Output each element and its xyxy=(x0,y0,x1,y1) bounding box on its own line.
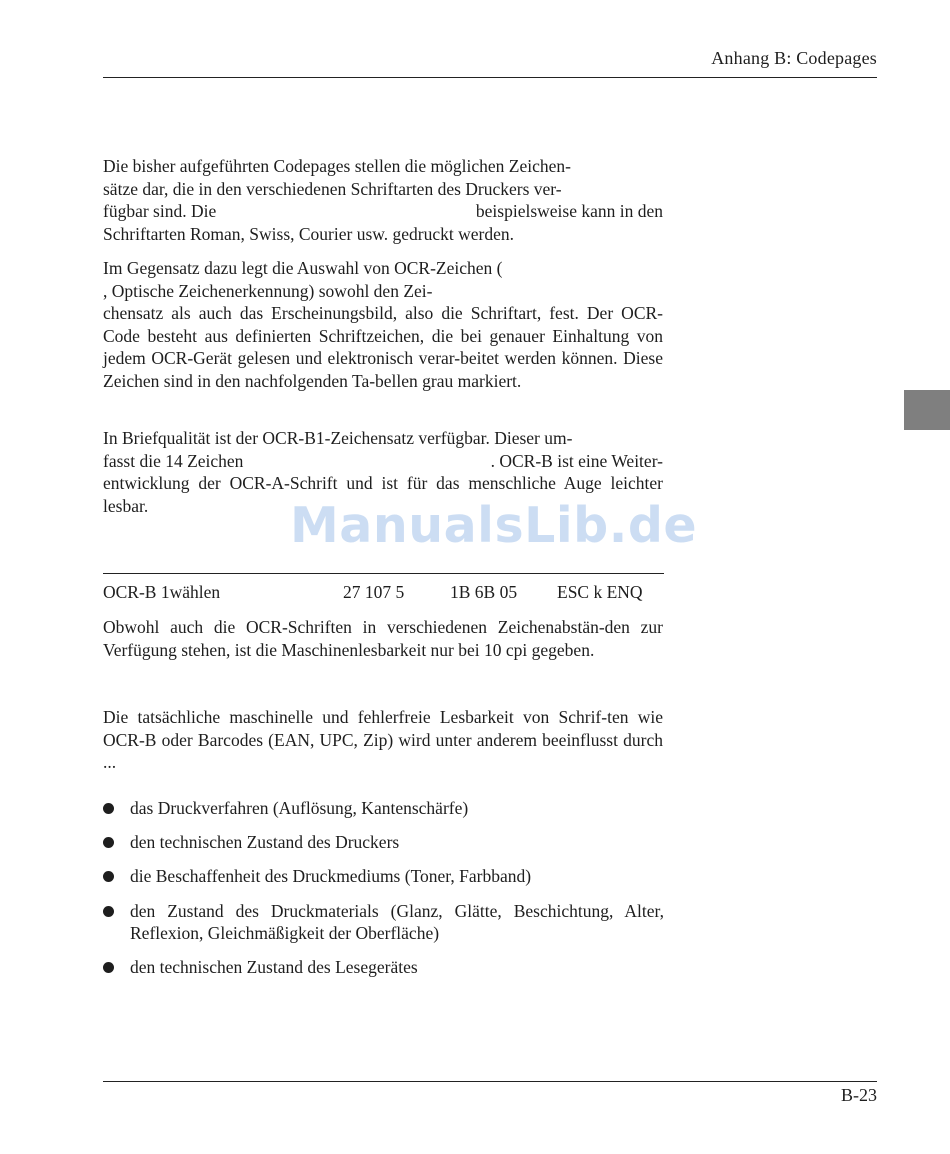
list-item: den technischen Zustand des Lesegerätes xyxy=(103,956,664,979)
paragraph-readability xyxy=(103,706,663,774)
command-decimal: 27 107 5 xyxy=(343,582,405,602)
p3-line2-start: fasst die 14 Zeichen xyxy=(103,450,244,471)
bullet-icon xyxy=(103,906,114,917)
page-number: B-23 xyxy=(841,1085,877,1105)
p3-line1: In Briefqualität ist der OCR-B1-Zeichensatz verfügbar. Dieser um- xyxy=(103,428,573,448)
command-table-row xyxy=(103,582,664,606)
header-rule xyxy=(103,77,877,78)
command-hex: 1B 6B 05 xyxy=(450,582,518,602)
list-item: den technischen Zustand des Druckers xyxy=(103,831,664,854)
manualslib-watermark: ManualsLib.de xyxy=(290,497,698,554)
paragraph-ocr-intro xyxy=(103,257,663,393)
p5-text: Die tatsächliche maschinelle und fehlerfreie Lesbarkeit von Schrif-ten wie OCR-B oder Barcodes (EAN, UPC, Zip) wird unter anderem beeinflusst durch ... xyxy=(103,707,663,773)
p1-line4: Schriftarten Roman, Swiss, Courier usw. gedruckt werden. xyxy=(103,223,515,244)
list-item: die Beschaffenheit des Druckmediums (Toner, Farbband) xyxy=(103,865,664,888)
command-ascii: ESC k ENQ xyxy=(557,582,643,602)
p2-rest: chensatz als auch das Erscheinungsbild, also die Schriftart, fest. Der OCR-Code besteht aus definierten Schriftzeichen, die bei genauer Einhaltung von jedem OCR-Gerät gelesen und elektronisch verar-beitet werden können. Diese Zeichen sind in den nachfolgenden Ta-bellen grau markiert. xyxy=(103,303,663,391)
p2-line2: , Optische Zeichenerkennung) sowohl den Zei- xyxy=(103,280,433,301)
p3-line2-end: . OCR-B ist eine Weiter- xyxy=(490,450,663,471)
influence-list xyxy=(103,797,664,991)
p1-line1: Die bisher aufgeführten Codepages stellen die möglichen Zeichen- xyxy=(103,156,571,176)
list-item: das Druckverfahren (Auflösung, Kantenschärfe) xyxy=(103,797,664,820)
bullet-icon xyxy=(103,962,114,973)
bullet-icon xyxy=(103,871,114,882)
bullet-icon xyxy=(103,803,114,814)
p1-line3-end: beispielsweise kann in den xyxy=(475,201,663,222)
page-header-title: Anhang B: Codepages xyxy=(711,48,877,68)
chapter-thumb-tab xyxy=(904,390,950,430)
paragraph-cpi xyxy=(103,616,663,661)
command-function: OCR-B 1wählen xyxy=(103,582,221,602)
p1-line3-start: fügbar sind. Die xyxy=(103,201,217,222)
p2-line1: Im Gegensatz dazu legt die Auswahl von OCR-Zeichen ( xyxy=(103,258,503,278)
command-table-rule xyxy=(103,573,664,574)
p1-line2: sätze dar, die in den verschiedenen Schriftarten des Druckers ver- xyxy=(103,178,562,199)
p4-text: Obwohl auch die OCR-Schriften in verschiedenen Zeichenabstän-den zur Verfügung stehen, ist die Maschinenlesbarkeit nur bei 10 cpi gegeben. xyxy=(103,617,663,660)
list-item: den Zustand des Druckmaterials (Glanz, Glätte, Beschichtung, Alter, Reflexion, Gleichmäßigkeit der Oberfläche) xyxy=(103,900,664,945)
bullet-icon xyxy=(103,837,114,848)
footer-rule xyxy=(103,1081,877,1082)
paragraph-codepages xyxy=(103,155,663,245)
p3-rest: entwicklung der OCR-A-Schrift und ist für das menschliche Auge leichter lesbar. xyxy=(103,473,663,516)
